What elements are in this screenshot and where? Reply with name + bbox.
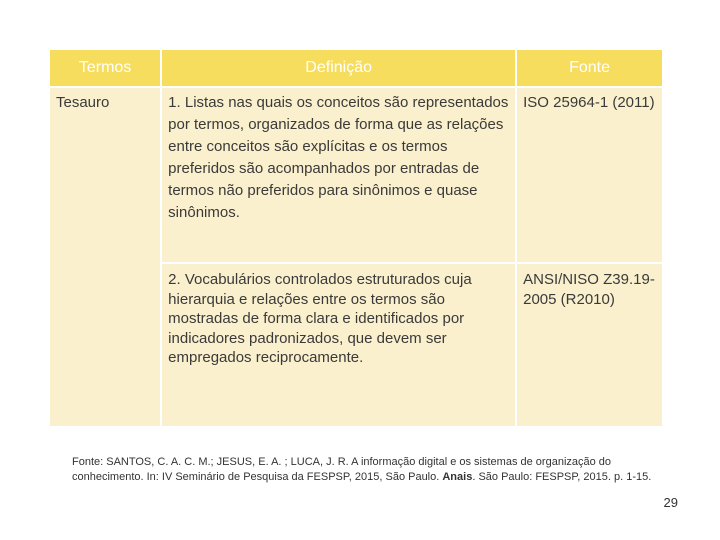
definition-cell — [162, 88, 515, 262]
terms-table — [48, 48, 664, 428]
footnote-text-before: Fonte: SANTOS, C. A. C. M.; JESUS, E. A. ; LUCA, J. R. A informação digital e os sistemas de organização do conhecimento. In: IV Seminário de Pesquisa da FESPSP, 2015, São Paulo. — [72, 456, 612, 483]
header-fonte: Fonte — [517, 50, 662, 86]
header-termos: Termos — [50, 50, 160, 86]
source-cell — [517, 264, 662, 426]
source-text: ANSI/NISO Z39.19-2005 (R2010) — [523, 271, 655, 308]
header-definicao: Definição — [162, 50, 515, 86]
table-row — [50, 88, 662, 262]
page-number: 29 — [663, 495, 678, 510]
source-footnote — [72, 455, 662, 484]
definition-text: 2. Vocabulários controlados estruturados cuja hierarquia e relações entre os termos são mostradas de forma clara e identificados por indicadores padronizados, que devem ser empregados reciprocamente. — [168, 271, 472, 366]
definition-text: 1. Listas nas quais os conceitos são representados por termos, organizados de forma que as relações entre conceitos são explícitas e os termos preferidos são acompanhados por entradas de termos não preferidos para sinônimos e quase sinônimos. — [168, 94, 509, 221]
footnote-emphasis: Anais — [442, 470, 473, 483]
definition-cell — [162, 264, 515, 426]
source-cell — [517, 88, 662, 262]
table-header-row — [50, 50, 662, 86]
term-cell: Tesauro — [50, 88, 160, 426]
source-text: ISO 25964-1 (2011) — [523, 94, 655, 111]
footnote-text-after: . São Paulo: FESPSP, 2015. p. 1-15. — [472, 470, 652, 483]
